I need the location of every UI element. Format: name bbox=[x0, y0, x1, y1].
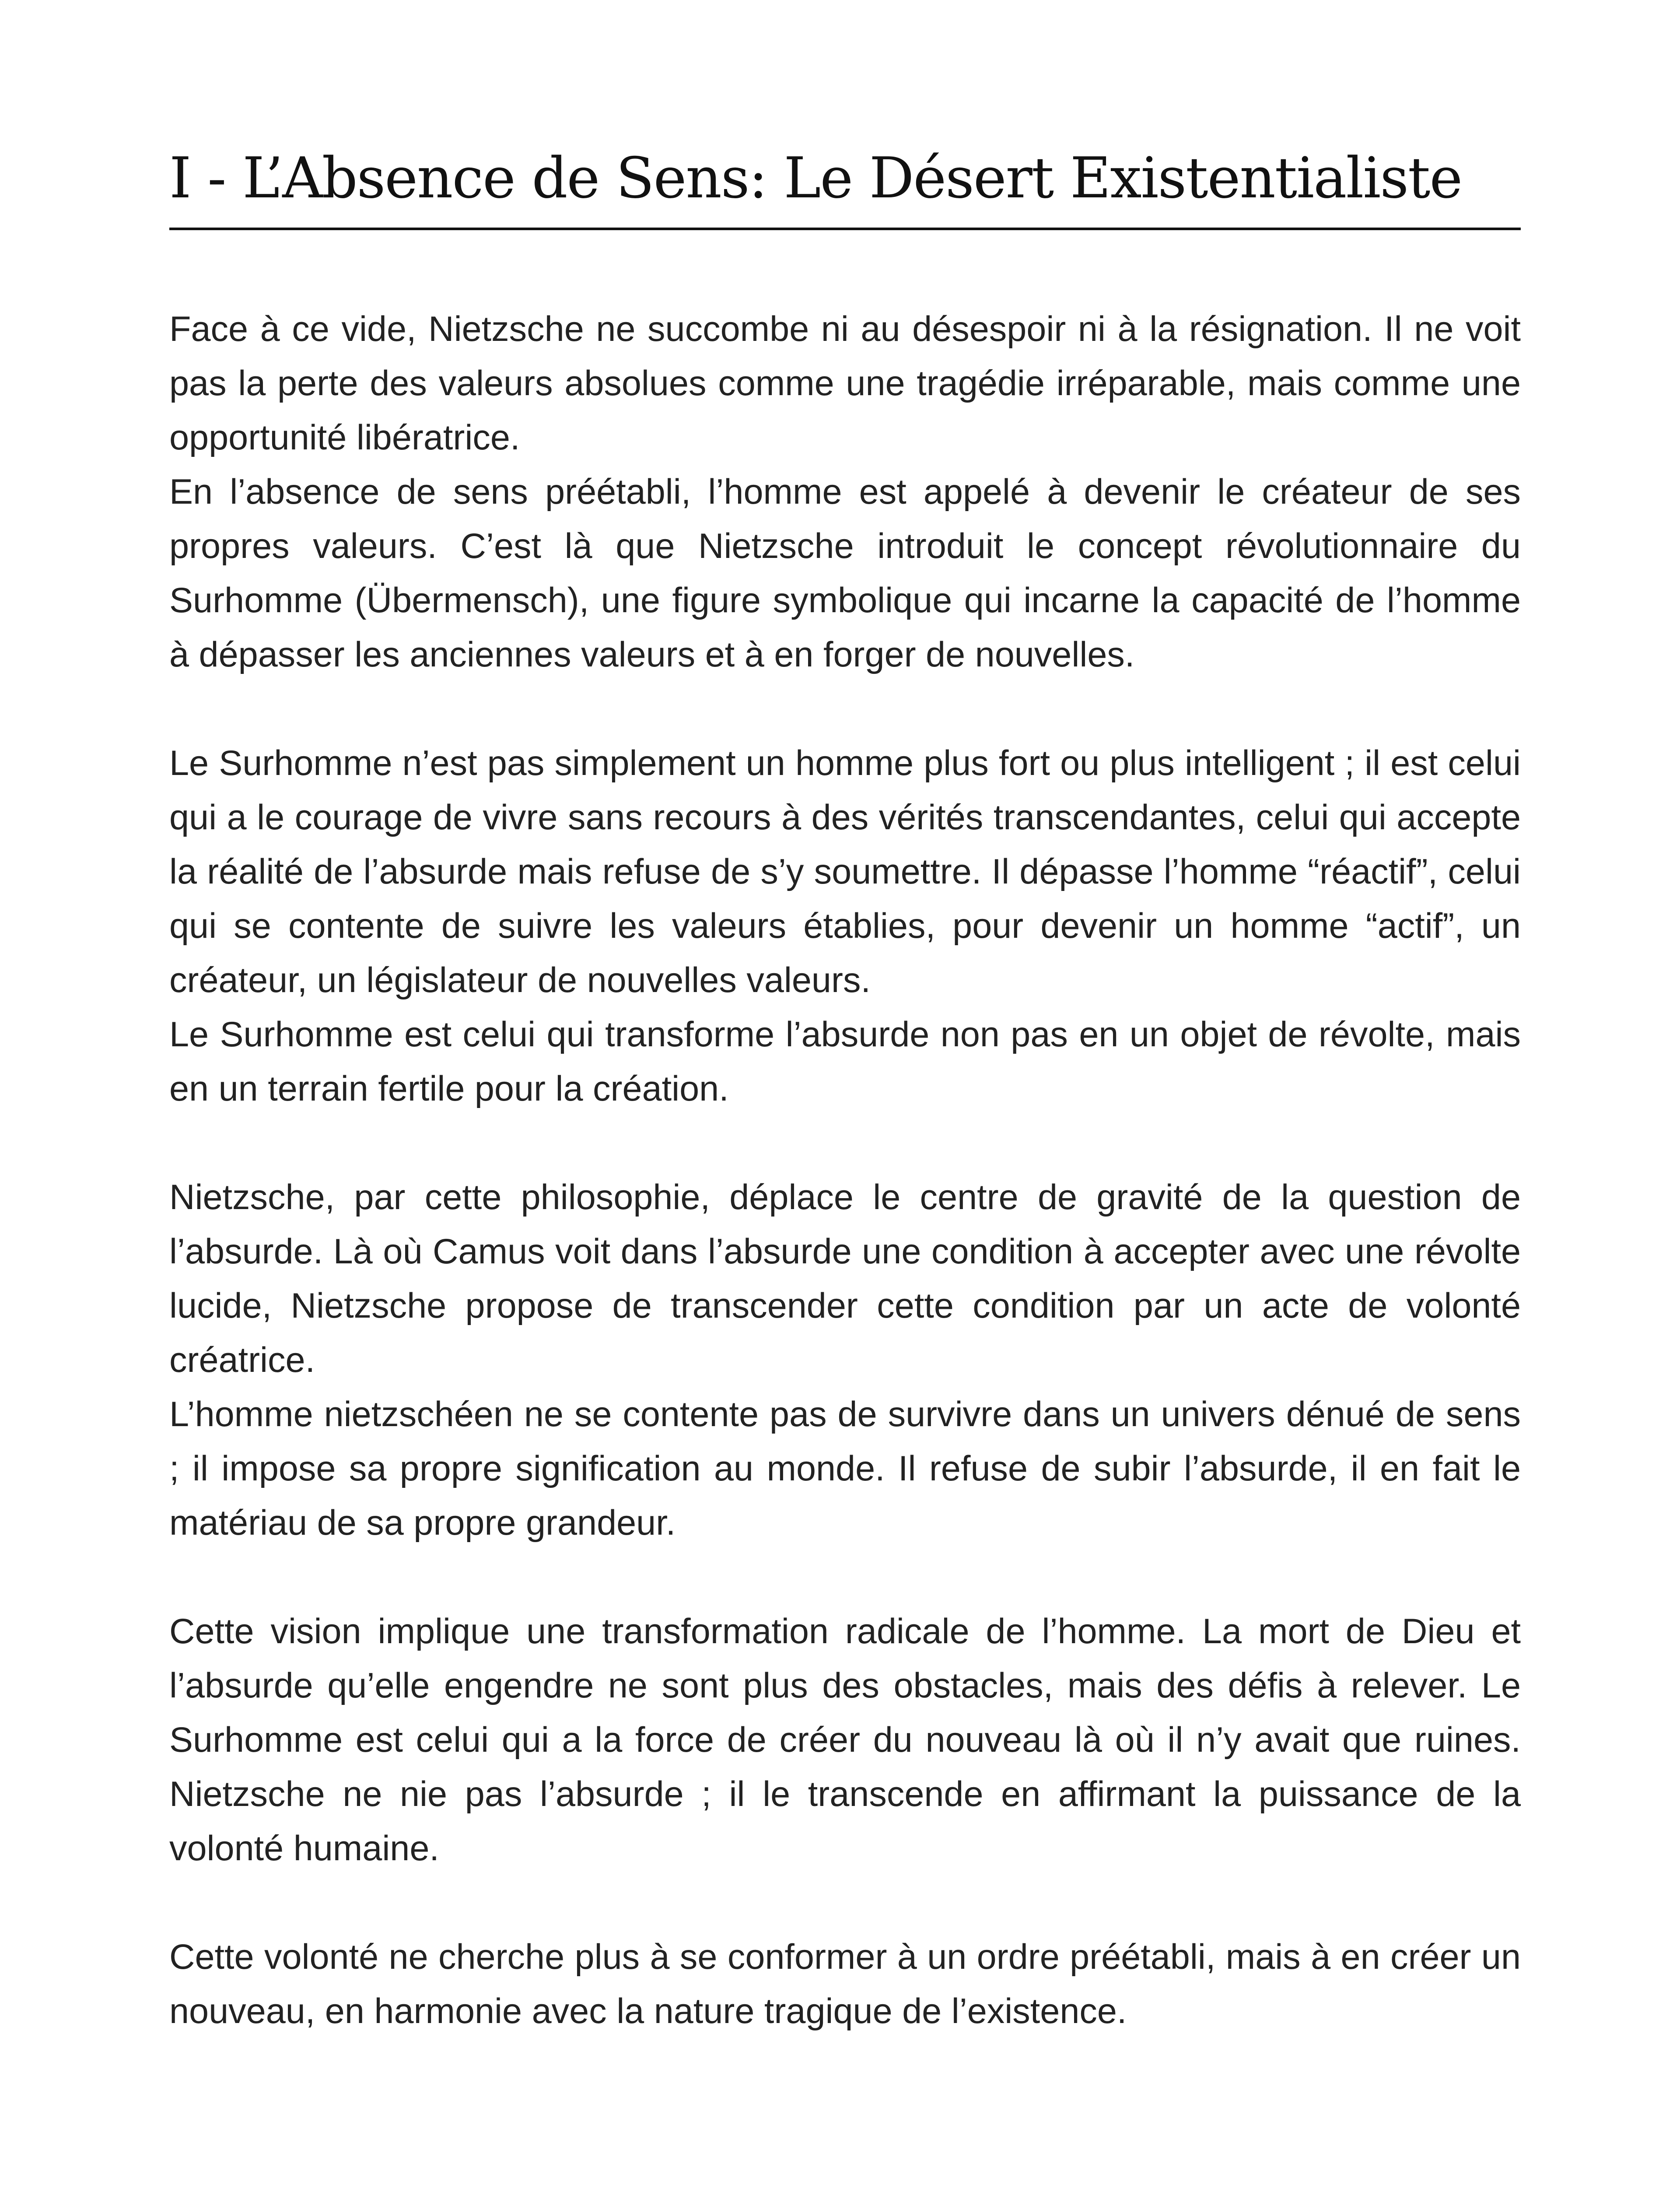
paragraph: Le Surhomme n’est pas simplement un homme plus fort ou plus intelligent ; il est celui qui a le courage de vivre sans recours à des vérités transcendantes, celui qui accepte la réalité de l’absurde mais refuse de s’y soumettre. Il dépasse l’homme “réactif”, celui qui se contente de suivre les valeurs établies, pour devenir un homme “actif”, un créateur, un législateur de nouvelles valeurs. bbox=[169, 743, 1521, 1000]
title-divider bbox=[169, 228, 1521, 230]
paragraph-spacer bbox=[169, 1550, 1521, 1604]
paragraph: L’homme nietzschéen ne se contente pas de survivre dans un univers dénué de sens ; il impose sa propre signification au monde. Il refuse de subir l’absurde, il en fait le matériau de sa propre grandeur. bbox=[169, 1395, 1521, 1543]
paragraph-spacer bbox=[169, 682, 1521, 736]
chapter-title: I - L’Absence de Sens: Le Désert Existentialiste bbox=[169, 146, 1462, 211]
paragraph: Nietzsche, par cette philosophie, déplace le centre de gravité de la question de l’absurde. Là où Camus voit dans l’absurde une condition à accepter avec une révolte lucide, Nietzsche propose de transcender cette condition par un acte de volonté créatrice. bbox=[169, 1178, 1521, 1380]
body-text bbox=[169, 302, 1521, 2038]
paragraph-spacer bbox=[169, 1116, 1521, 1170]
paragraph: Cette vision implique une transformation radicale de l’homme. La mort de Dieu et l’absurde qu’elle engendre ne sont plus des obstacles, mais des défis à relever. Le Surhomme est celui qui a la force de créer du nouveau là où il n’y avait que ruines. Nietzsche ne nie pas l’absurde ; il le transcende en affirmant la puissance de la volonté humaine. bbox=[169, 1612, 1521, 1868]
paragraph-spacer bbox=[169, 1876, 1521, 1930]
paragraph: Le Surhomme est celui qui transforme l’absurde non pas en un objet de révolte, mais en un terrain fertile pour la création. bbox=[169, 1015, 1521, 1108]
paragraph: En l’absence de sens préétabli, l’homme est appelé à devenir le créateur de ses propres valeurs. C’est là que Nietzsche introduit le concept révolutionnaire du Surhomme (Übermensch), une figure symbolique qui incarne la capacité de l’homme à dépasser les anciennes valeurs et à en forger de nouvelles. bbox=[169, 472, 1521, 674]
paragraph: Face à ce vide, Nietzsche ne succombe ni au désespoir ni à la résignation. Il ne voit pas la perte des valeurs absolues comme une tragédie irréparable, mais comme une opportunité libératrice. bbox=[169, 309, 1521, 457]
paragraph: Cette volonté ne cherche plus à se conformer à un ordre préétabli, mais à en créer un nouveau, en harmonie avec la nature tragique de l’existence. bbox=[169, 1937, 1521, 2031]
